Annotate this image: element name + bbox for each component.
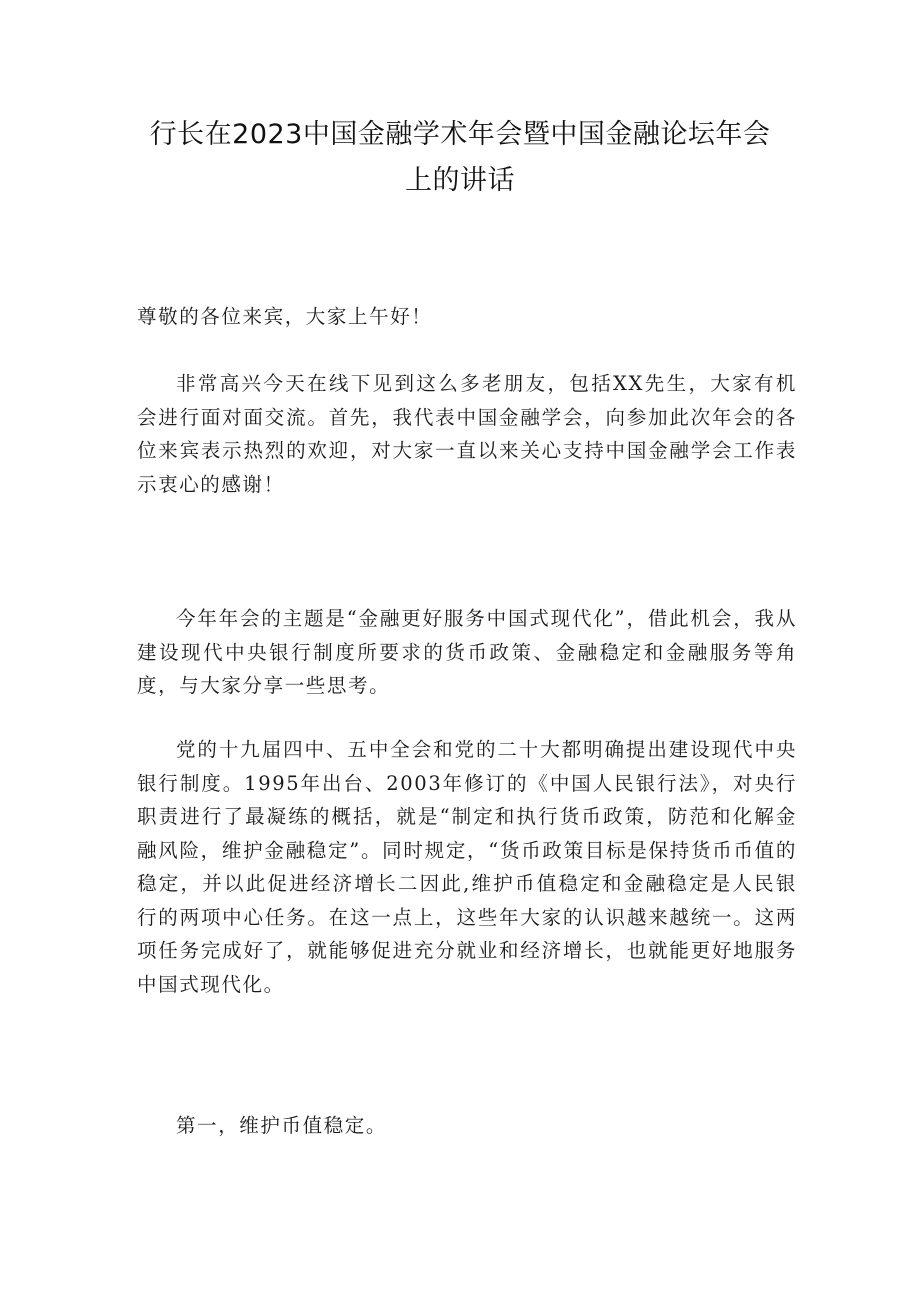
body-paragraph-1: 非常高兴今天在线下见到这么多老朋友，包括XX先生，大家有机会进行面对面交流。首先，我代表中国金融学会，向参加此次年会的各位来宾表示热烈的欢迎，对大家一直以来关心支持中国金融学会工作表示衷心的感谢！: [137, 372, 797, 496]
body-paragraph-2: 今年年会的主题是“金融更好服务中国式现代化”，借此机会，我从建设现代中央银行制度所要求的货币政策、金融稳定和金融服务等角度，与大家分享一些思考。: [137, 607, 797, 697]
document-title: [120, 112, 800, 204]
title-line-1: 行长在2023中国金融学术年会暨中国金融论坛年会: [149, 119, 771, 150]
title-line-2: 上的讲话: [405, 165, 515, 196]
section-heading-1: 第一，维护币值稳定。: [176, 1114, 388, 1137]
greeting-paragraph: 尊敬的各位来宾，大家上午好！: [137, 305, 433, 328]
body-paragraph-3: 党的十九届四中、五中全会和党的二十大都明确提出建设现代中央银行制度。1995年出台、2003年修订的《中国人民银行法》，对央行职责进行了最凝练的概括，就是“制定和执行货币政策，防范和化解金融风险，维护金融稳定”。同时规定，“货币政策目标是保持货币币值的稳定，并以此促进经济增长二因此,维护币值稳定和金融稳定是人民银行的两项中心任务。在这一点上，这些年大家的认识越来越统一。这两项任务完成好了，就能够促进充分就业和经济增长，也就能更好地服务中国式现代化。: [137, 738, 797, 996]
